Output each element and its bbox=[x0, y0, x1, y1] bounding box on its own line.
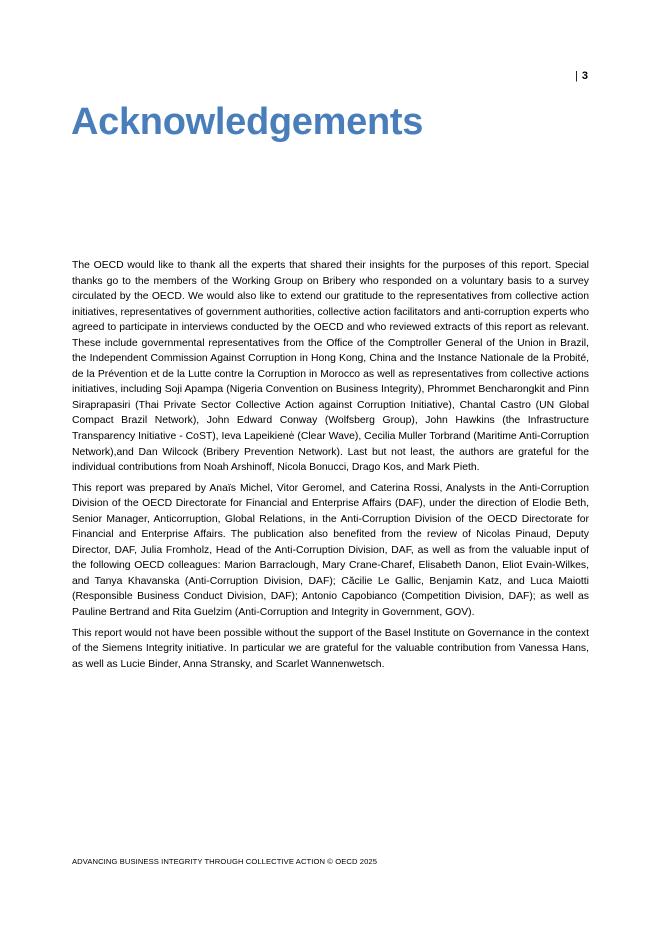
body-text bbox=[72, 258, 589, 677]
paragraph: This report would not have been possible without the support of the Basel Institute on Governance in the context of the Siemens Integrity initiative. In particular we are grateful for the valuable contribution from Vanessa Hans, as well as Lucie Binder, Anna Stransky, and Scarlet Wannenwetsch. bbox=[72, 627, 589, 670]
paragraph: This report was prepared by Anaïs Michel, Vitor Geromel, and Caterina Rossi, Analysts in the Anti-Corruption Division of the OECD Directorate for Financial and Enterprise Affairs (DAF), under the direction of Elodie Beth, Senior Manager, Anticorruption, Global Relations, in the Anti-Corruption Division of the OECD Directorate for Financial and Enterprise Affairs. The publication also benefited from the review of Nicolas Pinaud, Deputy Director, DAF, Julia Fromholz, Head of the Anti-Corruption Division, DAF, as well as from the valuable input of the following OECD colleagues: Marion Barraclough, Mary Crane-Charef, Elisabeth Danon, Eliot Evain-Wilkes, and Tanya Khavanska (Anti-Corruption Division, DAF); Căcilie Le Gallic, Benjamin Katz, and Luca Maiotti (Responsible Business Conduct Division, DAF); Antonio Capobianco (Competition Division, DAF); as well as Pauline Bertrand and Rita Guelzim (Anti-Corruption and Integrity in Government, GOV). bbox=[72, 482, 589, 619]
page-title: Acknowledgements bbox=[71, 101, 424, 143]
page-number-divider: | bbox=[575, 70, 578, 82]
paragraph: The OECD would like to thank all the experts that shared their insights for the purposes of this report. Special thanks go to the members of the Working Group on Bribery who responded on a voluntary basis to a survey circulated by the OECD. We would also like to extend our gratitude to the representatives from collective action initiatives, representatives of government authorities, collective action facilitators and anti-corruption experts who agreed to participate in interviews conducted by the OECD and who reviewed extracts of this report as relevant. These include governmental representatives from the Office of the Comptroller General of the Union in Brazil, the Independent Commission Against Corruption in Hong Kong, China and the Instance Nationale de la Probité, de la Prévention et de la Lutte contre la Corruption in Morocco as well as representatives from collective actions initiatives, including Soji Apampa (Nigeria Convention on Business Integrity), Phrommet Bencharongkit and Pinn Siraprapasiri (Thai Private Sector Collective Action against Corruption Initiative), Chantal Castro (UN Global Compact Brazil Network), John Edward Conway (Wolfsberg Group), John Hawkins (the Infrastructure Transparency Initiative - CoST), Ieva Lapeikienė (Clear Wave), Cecilia Muller Torbrand (Maritime Anti-Corruption Network),and Dan Wilcock (Bribery Prevention Network). Last but not least, the authors are grateful for the individual contributions from Noah Arshinoff, Nicola Bonucci, Drago Kos, and Mark Pieth. bbox=[72, 260, 589, 474]
page-number-value: 3 bbox=[581, 70, 588, 82]
page-number bbox=[575, 70, 588, 82]
page-footer: ADVANCING BUSINESS INTEGRITY THROUGH COLLECTIVE ACTION © OECD 2025 bbox=[72, 857, 378, 866]
